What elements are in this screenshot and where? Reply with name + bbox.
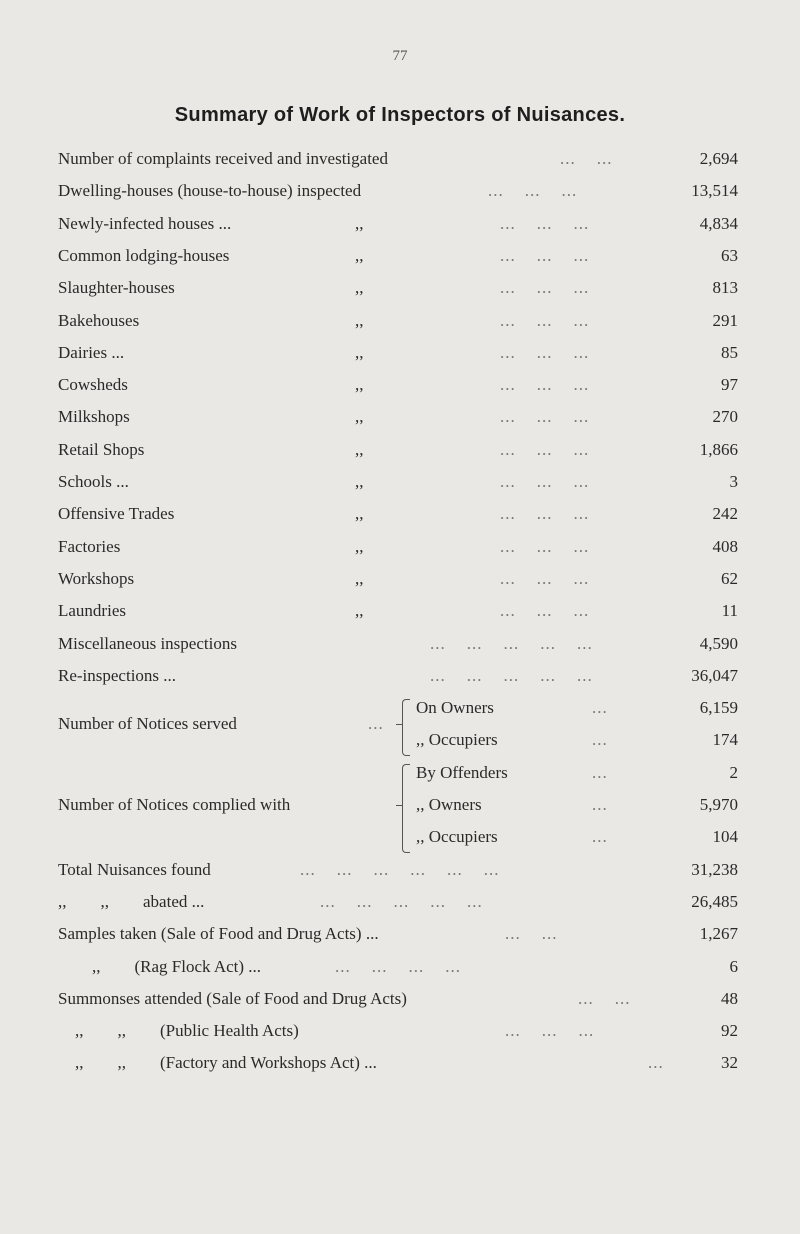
row-value: 48 (721, 988, 738, 1008)
leader-dots: ... ... ... ... ... (430, 665, 593, 685)
leader-dots: ... ... ... (500, 310, 590, 330)
leader-dots: ... ... ... (500, 439, 590, 459)
ditto-mark: ,, (355, 536, 364, 556)
row-label: Factories (58, 536, 121, 556)
table-row (0, 695, 800, 721)
row-label: ,, Occupiers (416, 827, 498, 847)
row-label: ,, Owners (416, 795, 482, 814)
row-label: On Owners (416, 698, 494, 718)
table-row (0, 598, 800, 624)
table-row (0, 146, 800, 172)
ditto-mark: ,, (355, 601, 364, 621)
row-label: Offensive Trades (58, 504, 175, 524)
table-row (0, 501, 800, 527)
row-label: Dwelling-houses (house-to-house) inspected (58, 181, 362, 201)
table-row (0, 243, 800, 269)
table-row (0, 727, 800, 753)
ditto-mark: ,, (355, 568, 364, 588)
ditto-mark: ,, (355, 310, 364, 330)
row-value: 242 (712, 504, 738, 524)
row-label: Schools ... (58, 472, 129, 491)
leader-dots: ... ... ... (500, 375, 590, 395)
row-value: 174 (712, 730, 738, 750)
leader-dots: ... ... ... (500, 568, 590, 588)
leader-dots: ... (368, 714, 384, 734)
row-label: ,, ,, (Factory and Workshops Act) ... (58, 1053, 377, 1073)
leader-dots: ... (648, 1053, 664, 1073)
ditto-mark: ,, (355, 375, 364, 395)
leader-dots: ... (592, 827, 608, 847)
row-value: 2 (729, 762, 738, 782)
leader-dots: ... ... ... (505, 1021, 595, 1041)
row-label: ,, Occupiers (416, 730, 498, 750)
leader-dots: ... ... ... (500, 342, 590, 362)
ditto-mark: ,, (355, 504, 364, 524)
leader-dots: ... ... ... (500, 407, 590, 427)
table-row (0, 986, 800, 1012)
table-row (0, 534, 800, 560)
table-row (0, 954, 800, 980)
row-value: 13,514 (691, 181, 738, 201)
row-label: Number of complaints received and investigated (58, 149, 388, 168)
table-row (0, 372, 800, 398)
row-label: Newly-infected houses ... (58, 213, 232, 233)
table-row (0, 566, 800, 592)
table-row (0, 404, 800, 430)
table-row (0, 275, 800, 301)
row-value: 32 (721, 1053, 738, 1073)
leader-dots: ... ... (578, 988, 631, 1008)
ditto-mark: ,, (355, 472, 364, 491)
leader-dots: ... ... ... (500, 245, 590, 265)
leader-dots: ... ... ... ... ... (430, 633, 593, 653)
table-row (0, 1018, 800, 1044)
table-row (0, 340, 800, 366)
row-value: 3 (729, 472, 738, 491)
row-label: Common lodging-houses (58, 245, 230, 265)
row-value: 31,238 (691, 859, 738, 879)
row-value: 4,590 (699, 633, 738, 653)
table-row (0, 178, 800, 204)
table-row (0, 211, 800, 237)
table-row (0, 792, 800, 818)
row-label: Samples taken (Sale of Food and Drug Acts) ... (58, 924, 379, 944)
leader-dots: ... ... ... (488, 181, 578, 201)
row-value: 4,834 (699, 213, 738, 233)
leader-dots: ... ... ... (500, 472, 590, 491)
table-row (0, 1050, 800, 1076)
row-value: 26,485 (691, 891, 738, 911)
row-label: Dairies ... (58, 342, 125, 362)
row-value: 1,267 (699, 924, 738, 944)
table-row (0, 663, 800, 689)
row-value: 63 (721, 245, 738, 265)
page-number: 77 (392, 48, 408, 64)
row-value: 270 (712, 407, 738, 427)
leader-dots: ... ... ... (500, 504, 590, 524)
leader-dots: ... ... (505, 924, 558, 944)
ditto-mark: ,, (355, 407, 364, 427)
leader-dots: ... (592, 795, 608, 814)
ditto-mark: ,, (355, 439, 364, 459)
row-value: 92 (721, 1021, 738, 1041)
row-label: ,, ,, abated ... (58, 891, 205, 911)
row-value: 408 (712, 536, 738, 556)
leader-dots: ... ... ... (500, 601, 590, 621)
row-label: Bakehouses (58, 310, 140, 330)
row-value: 291 (712, 310, 738, 330)
row-value: 6,159 (699, 698, 738, 718)
row-value: 6 (729, 956, 738, 976)
row-label: Re-inspections ... (58, 665, 177, 685)
leader-dots: ... (592, 698, 608, 718)
row-value: 813 (712, 278, 738, 298)
group-label: Number of Notices complied with (58, 795, 291, 814)
row-label: Workshops (58, 568, 135, 588)
leader-dots: ... ... ... (500, 278, 590, 298)
table-row (0, 921, 800, 947)
table-row (0, 857, 800, 883)
leader-dots: ... ... ... ... ... (320, 891, 483, 911)
row-label: Miscellaneous inspections (58, 633, 237, 653)
row-label: Milkshops (58, 407, 130, 427)
ditto-mark: ,, (355, 278, 364, 298)
table-row (0, 469, 800, 495)
table-row (0, 824, 800, 850)
table-row (0, 308, 800, 334)
row-value: 1,866 (699, 439, 738, 459)
row-value: 36,047 (691, 665, 738, 685)
row-label: By Offenders (416, 762, 508, 782)
page-title: Summary of Work of Inspectors of Nuisances. (174, 104, 626, 126)
table-row (0, 889, 800, 915)
row-value: 62 (721, 568, 738, 588)
row-label: Slaughter-houses (58, 278, 175, 298)
table-row (0, 760, 800, 786)
row-value: 11 (721, 601, 738, 621)
group-label: Number of Notices served (58, 714, 237, 734)
row-label: Cowsheds (58, 375, 128, 395)
row-value: 2,694 (699, 149, 738, 168)
leader-dots: ... ... ... (500, 536, 590, 556)
leader-dots: ... ... ... ... ... ... (300, 859, 500, 879)
row-label: Laundries (58, 601, 126, 621)
row-value: 104 (712, 827, 738, 847)
ditto-mark: ,, (355, 245, 364, 265)
table-row (0, 631, 800, 657)
row-label: Total Nuisances found (58, 859, 211, 879)
leader-dots: ... (592, 762, 608, 782)
row-label: ,, ,, (Public Health Acts) (58, 1021, 299, 1041)
row-value: 5,970 (699, 795, 738, 814)
ditto-mark: ,, (355, 342, 364, 362)
row-label: Retail Shops (58, 439, 145, 459)
ditto-mark: ,, (355, 213, 364, 233)
leader-dots: ... (592, 730, 608, 750)
leader-dots: ... ... ... ... (335, 956, 461, 976)
row-label: Summonses attended (Sale of Food and Drug Acts) (58, 988, 407, 1008)
table-row (0, 437, 800, 463)
row-label: ,, (Rag Flock Act) ... (58, 956, 262, 976)
row-value: 85 (721, 342, 738, 362)
brace-tip (396, 724, 402, 725)
row-value: 97 (721, 375, 738, 395)
leader-dots: ... ... (560, 149, 613, 168)
leader-dots: ... ... ... (500, 213, 590, 233)
